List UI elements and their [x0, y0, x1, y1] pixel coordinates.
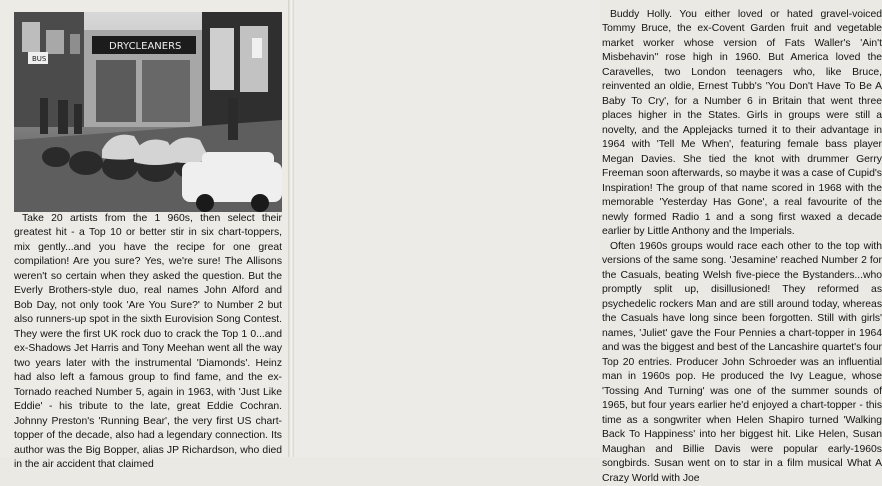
left-column-text [14, 212, 282, 471]
right-paragraph-1: Buddy Holly. You either loved or hated gravel-voiced Tommy Bruce, the ex-Covent Garden fruit and vegetable market worker whose version of Fats Waller's 'Ain't Misbehavin'' rose high in 1960. But America loved the Caravelles, two London teenagers who, like Bruce, reinvented an oldie, Ernest Tubb's 'You Don't Have To Be A Baby To Cry', for a Number 6 in Britain that went three places higher in the States. Girls in groups were still a novelty, and the Applejacks turned it to their advantage in 1964 with 'Tell Me When', featuring female bass player Megan Davies. She tied the knot with drummer Gerry Freeman soon afterwards, so maybe it was a case of Cupid's Inspiration! The group of that name scored in 1968 with the memorable 'Yesterday Has Gone', a real favourite of the newly formed Radio 1 and a song first waxed a decade earlier by Little Anthony and the Imperials. [602, 9, 882, 238]
bus-sign: BUS [32, 55, 47, 63]
left-page [0, 0, 288, 471]
dry-cleaners-sign: DRYCLEANERS [109, 41, 182, 52]
right-page [294, 0, 882, 484]
street-scene-photo [14, 12, 282, 212]
right-column-text [602, 8, 882, 484]
right-paragraph-2: Often 1960s groups would race each other to the top with versions of the same song. 'Jesamine' reached Number 2 for the Casuals, beating Welsh five-piece the Bystanders...who promptly split up, disillusioned! They reformed as psychedelic rockers Man and are still around today, whereas the Casuals have long since been forgotten. Still with girls' names, 'Juliet' gave the Four Pennies a chart-topper in 1964 and was the biggest and best of the Lancashire quartet's four Top 20 entries. Producer John Schroeder was an influential man in 1960s pop. He produced the Ivy League, whose 'Tossing And Turning' was one of the summer sounds of 1965, but four years earlier he'd enjoyed a chart-topper - this time as a songwriter when Helen Shapiro turned 'Walking Back To Happiness' into her biggest hit. Like Helen, Susan Maughan and Billie Davis were popular early-1960s songbirds. Susan went on to star in a film musical What A Crazy World with Joe [602, 240, 882, 484]
left-paragraph: Take 20 artists from the 1 960s, then select their greatest hit - a Top 10 or better stir in six chart-toppers, mix gently...and you have the recipe for one great compilation! Are you sure? Yes, we're sure! The Allisons weren't so certain when they asked the question. But the Everly Brothers-style duo, real names John Alford and Bob Day, not only took 'Are You Sure?' to Number 2 but also runners-up spot in the sixth Eurovision Song Contest. They were the first UK rock duo to crack the Top 1 0...and ex-Shadows Jet Harris and Tony Meehan went all the way two years later with the instrumental 'Diamonds'. Heinz had also left a famous group to find fame, and the ex-Tornado reached Number 5, again in 1963, with 'Just Like Eddie' - his tribute to the late, great Eddie Cochran. Johnny Preston's 'Running Bear', the very first US chart-topper of the decade, also had a legendary connection. Its author was the Big Bopper, alias JP Richardson, who died in the air accident that claimed [14, 213, 282, 471]
